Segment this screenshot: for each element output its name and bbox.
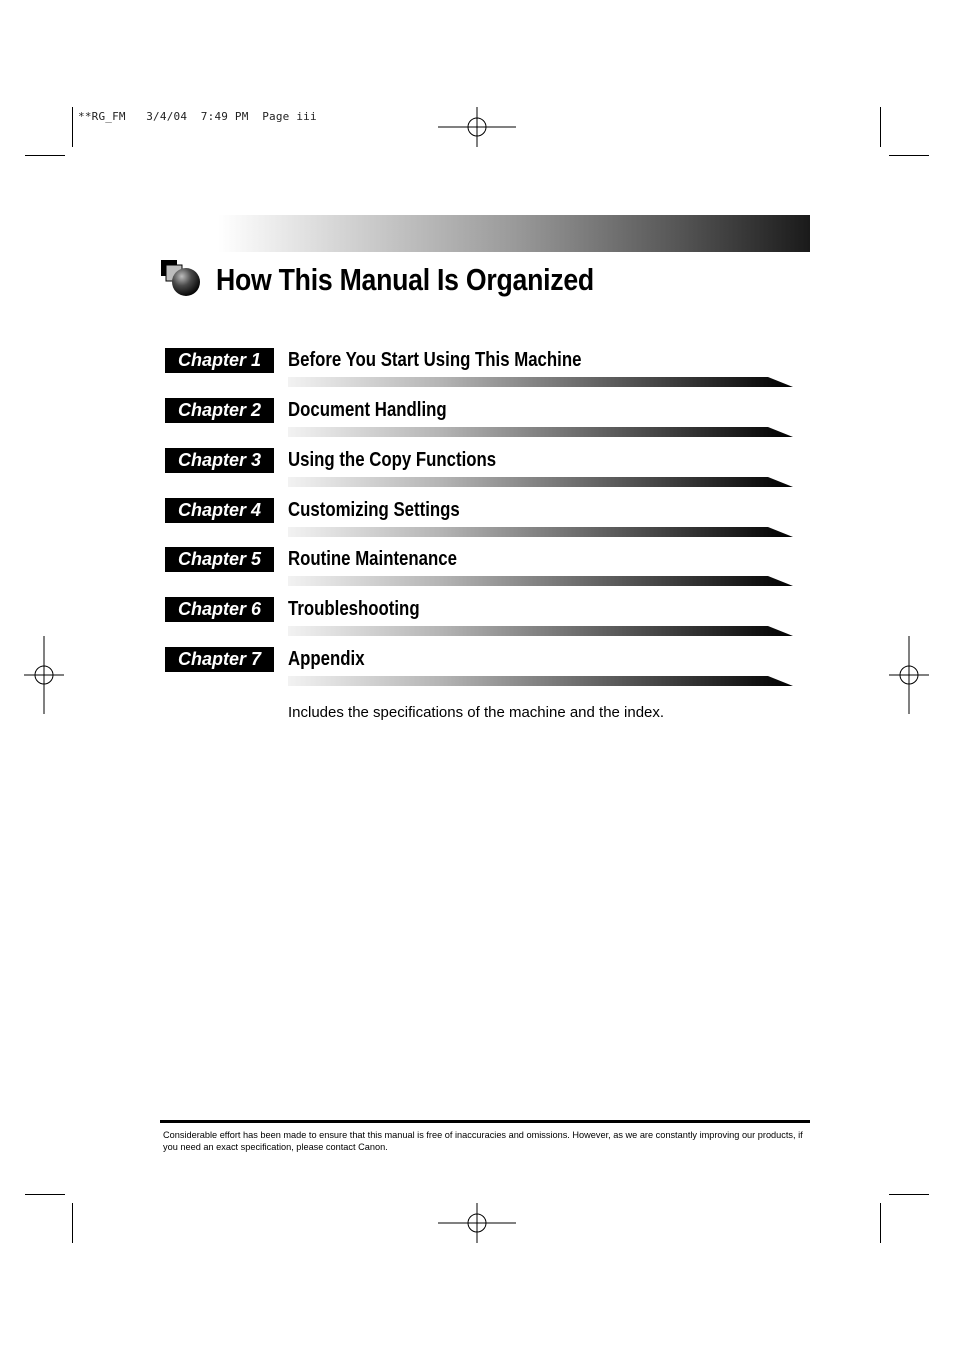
page-title: How This Manual Is Organized bbox=[216, 262, 594, 297]
chapter-gradient-bar bbox=[288, 427, 793, 437]
chapter-gradient-bar bbox=[288, 576, 793, 586]
crop-mark-top-left-horizontal bbox=[25, 155, 65, 156]
chapter-title: Appendix bbox=[288, 648, 365, 670]
crop-mark-bottom-left-horizontal bbox=[25, 1194, 65, 1195]
crop-mark-bottom-left-vertical bbox=[72, 1203, 73, 1243]
chapter-tag: Chapter 3 bbox=[165, 448, 274, 473]
chapter-tag: Chapter 1 bbox=[165, 348, 274, 373]
chapter-title: Using the Copy Functions bbox=[288, 449, 497, 471]
crop-mark-top-right-vertical bbox=[880, 107, 881, 147]
crop-mark-top-left-vertical bbox=[72, 107, 73, 147]
chapter-row-4[interactable] bbox=[0, 498, 954, 544]
chapter-title: Customizing Settings bbox=[288, 499, 460, 521]
crop-mark-bottom-right-horizontal bbox=[889, 1194, 929, 1195]
chapter-title: Routine Maintenance bbox=[288, 548, 457, 570]
crop-mark-bottom-right-vertical bbox=[880, 1203, 881, 1243]
crop-mark-top-right-horizontal bbox=[889, 155, 929, 156]
chapter-tag: Chapter 4 bbox=[165, 498, 274, 523]
chapter-row-7[interactable] bbox=[0, 647, 954, 693]
chapter-tag: Chapter 5 bbox=[165, 547, 274, 572]
chapter-row-5[interactable] bbox=[0, 547, 954, 593]
chapter-tag: Chapter 2 bbox=[165, 398, 274, 423]
chapter-title: Before You Start Using This Machine bbox=[288, 349, 582, 371]
chapter-tag: Chapter 6 bbox=[165, 597, 274, 622]
chapter-gradient-bar bbox=[288, 676, 793, 686]
chapter-gradient-bar bbox=[288, 477, 793, 487]
chapter-gradient-bar bbox=[288, 377, 793, 387]
chapter-title: Document Handling bbox=[288, 399, 447, 421]
chapter-row-3[interactable] bbox=[0, 448, 954, 494]
chapter-row-2[interactable] bbox=[0, 398, 954, 444]
footer-note: Considerable effort has been made to ensure that this manual is free of inaccuracies and omissions. However, as we are constantly improving our products, if you need an exact specification, please contact Canon. bbox=[163, 1130, 803, 1152]
section-bullet-icon bbox=[160, 259, 204, 299]
footer-rule bbox=[160, 1120, 810, 1123]
print-slug: **RG_FM 3/4/04 7:49 PM Page iii bbox=[78, 110, 317, 123]
chapter-row-1[interactable] bbox=[0, 348, 954, 394]
chapter-gradient-bar bbox=[288, 527, 793, 537]
chapter-title: Troubleshooting bbox=[288, 598, 420, 620]
registration-mark-bottom-icon bbox=[438, 1203, 516, 1243]
chapter-tag: Chapter 7 bbox=[165, 647, 274, 672]
header-gradient-bar bbox=[218, 215, 810, 252]
registration-mark-top-icon bbox=[438, 107, 516, 147]
chapter-gradient-bar bbox=[288, 626, 793, 636]
chapter-row-6[interactable] bbox=[0, 597, 954, 643]
appendix-description: Includes the specifications of the machine and the index. bbox=[288, 704, 665, 721]
